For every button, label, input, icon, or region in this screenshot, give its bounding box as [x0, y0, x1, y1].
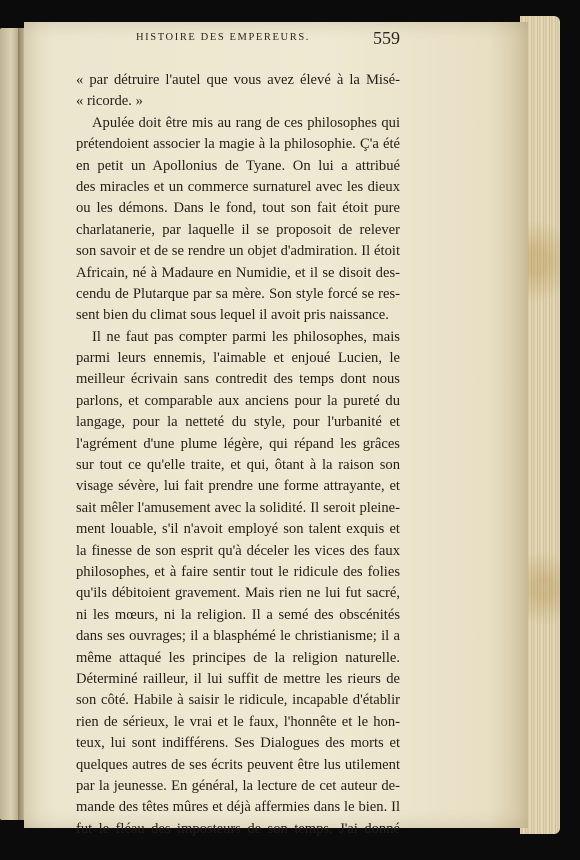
text-line: même attaqué les principes de la religion naturelle. [76, 649, 400, 666]
text-line: teux, lui sont indifférens. Ses Dialogues des morts et [76, 735, 400, 752]
text-line: prétendoient associer la magie à la philosophie. Ç'a été [76, 136, 400, 153]
text-line: langage, pour la netteté du style, pour l'urbanité et [76, 414, 400, 431]
page-header [76, 28, 400, 50]
text-line: ment louable, s'il n'avoit employé son talent exquis et [76, 521, 400, 538]
body-text [76, 70, 400, 840]
text-line: cendu de Plutarque par sa mère. Son style forcé se res- [76, 285, 400, 302]
text-line: visage sévère, lui fait prendre une forme attrayante, et [76, 478, 400, 495]
text-line: fut le fléau des imposteurs de son temps. J'ai donné [76, 820, 400, 837]
text-line: qu'ils débitoient gravement. Mais rien ne lui fut sacré, [76, 585, 400, 602]
text-line: par la jeunesse. En général, la lecture de cet auteur de- [76, 777, 400, 794]
text-line: sur tout ce qu'elle traite, et qui, ôtant à la raison son [76, 457, 400, 474]
text-line: Déterminé railleur, il lui suffit de mettre les rieurs de [76, 670, 400, 687]
text-line: meilleur écrivain sans contredit des temps dont nous [76, 371, 400, 388]
text-line: quelques autres de ses écrits peuvent être lus utilement [76, 756, 400, 773]
text-line: l'agrément d'une plume légère, qui répand les grâces [76, 435, 400, 452]
text-line: mande des têtes mûres et déjà affermies dans le bien. Il [76, 799, 400, 816]
text-line: dans ses ouvrages; il a blasphémé le christianisme; il a [76, 628, 400, 645]
left-page-edge [0, 28, 20, 820]
text-line: Apulée doit être mis au rang de ces philosophes qui [92, 114, 400, 131]
text-line: en petit un Apollonius de Tyane. On lui a attribué [76, 157, 400, 174]
text-line: son savoir et de se rendre un objet d'admiration. Il étoit [76, 243, 400, 260]
text-line: philosophes, et à faire sentir tout le ridicule des folies [76, 563, 400, 580]
text-line: parmi leurs ennemis, l'aimable et enjoué Lucien, le [76, 350, 400, 367]
text-line: sent bien du climat sous lequel il avoit pris naissance. [76, 307, 389, 324]
text-line: rien de sérieux, le vrai et le faux, l'honnête et le hon- [76, 713, 400, 730]
text-line: son côté. Habile à saisir le ridicule, incapable d'établir [76, 692, 400, 709]
text-line: Il ne faut pas compter parmi les philosophes, mais [92, 328, 400, 345]
text-line: ni les mœurs, ni la religion. Il a semé des obscénités [76, 606, 400, 623]
text-line: des miracles et un commerce surnaturel avec les dieux [76, 178, 400, 195]
text-line: Africain, né à Madaure en Numidie, et il se disoit des- [76, 264, 400, 281]
text-line: la finesse de son esprit qu'à déceler les vices des faux [76, 542, 400, 559]
text-line: « par détruire l'autel que vous avez élevé à la Misé- [76, 72, 400, 88]
text-line: charlatanerie, par laquelle il se proposoit de relever [76, 221, 400, 238]
text-line: « ricorde. » [76, 93, 143, 110]
page-number: 559 [373, 28, 400, 48]
text-line: parlons, et comparable aux anciens pour la pureté du [76, 392, 400, 409]
running-title: HISTOIRE DES EMPEREURS. [136, 32, 310, 43]
text-line: ou les démons. Dans le fond, tout son fait étoit pure [76, 200, 400, 217]
text-line: sait mêler l'amusement avec la solidité. Il seroit pleine- [76, 499, 400, 516]
